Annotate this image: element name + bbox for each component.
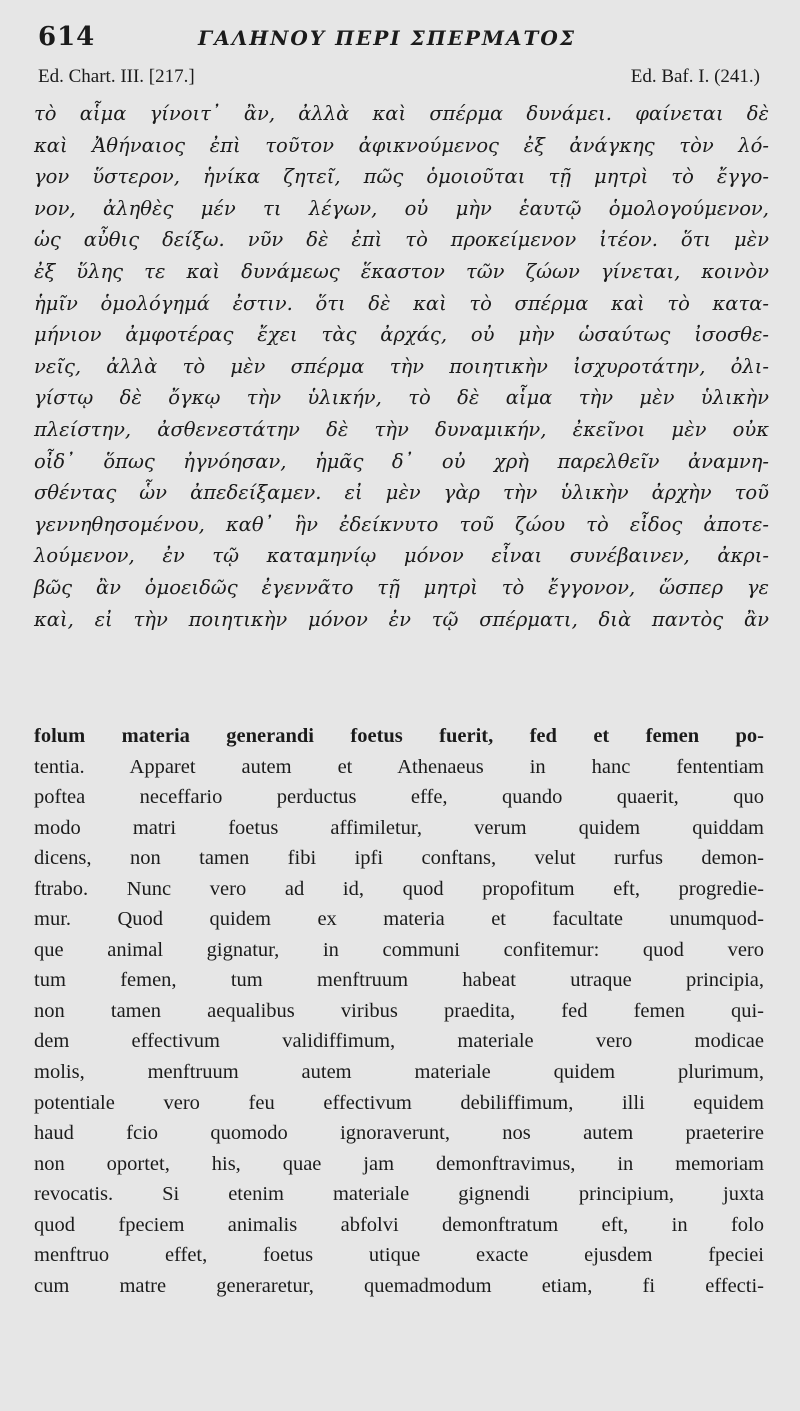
latin-line: cum matre generaretur, quemadmodum etiam, fi effecti- [34,1274,764,1297]
greek-line: ἐξ ὕλης τε καὶ δυνάμεως ἕκαστον τῶν ζώων γίνεται, κοινὸν [34,259,769,283]
latin-line: revocatis. Si etenim materiale gignendi principium, juxta [34,1183,764,1206]
latin-line: folum materia generandi foetus fuerit, fed et femen po- [34,725,764,747]
greek-line: νεῖς, ἀλλὰ τὸ μὲν σπέρμα τὴν ποιητικὴν ἰσχυροτάτην, ὀλι- [34,354,769,378]
greek-line: καὶ Ἀθήναιος ἐπὶ τοῦτον ἀφικνούμενος ἐξ ἀνάγκης τὸν λό- [34,133,769,157]
latin-line: poftea neceffario perductus effe, quando quaerit, quo [34,786,764,809]
greek-line: πλείστην, ἀσθενεστάτην δὲ τὴν δυναμικήν, ἐκεῖνοι μὲν οὐκ [34,417,769,441]
latin-line: modo matri foetus affimiletur, verum quidem quiddam [34,816,764,839]
greek-line: λούμενον, ἐν τῷ καταμηνίῳ μόνον εἶναι συνέβαινεν, ἀκρι- [34,544,769,568]
latin-line: non oportet, his, quae jam demonftravimus, in memoriam [34,1152,764,1175]
greek-text-block [34,98,769,635]
greek-line: γίστῳ δὲ ὄγκῳ τὴν ὑλικήν, τὸ δὲ αἷμα τὴν μὲν ὑλικὴν [34,386,769,410]
greek-line: γεννηθησομένου, καθ᾽ ἣν ἐδείκνυτο τοῦ ζώου τὸ εἶδος ἀποτε- [34,512,769,536]
latin-line: tum femen, tum menftruum habeat utraque principia, [34,969,764,992]
latin-line: ftrabo. Nunc vero ad id, quod propofitum eft, progredie- [34,877,764,900]
page-number: 614 [38,22,96,52]
latin-line: haud fcio quomodo ignoraverunt, nos autem praeterire [34,1122,764,1145]
latin-line: non tamen aequalibus viribus praedita, fed femen qui- [34,999,764,1022]
greek-line: βῶς ἂν ὁμοειδῶς ἐγεννᾶτο τῇ μητρὶ τὸ ἔγγονον, ὥσπερ γε [34,575,769,599]
edition-references [38,66,760,92]
latin-line: que animal gignatur, in communi confitemur: quod vero [34,938,764,961]
greek-line: μήνιον ἀμφοτέρας ἔχει τὰς ἀρχάς, οὐ μὴν ὡσαύτως ἰσοσθε- [34,323,769,347]
latin-line: quod fpeciem animalis abfolvi demonftratum eft, in folo [34,1213,764,1236]
greek-line: ὡς αὖθις δείξω. νῦν δὲ ἐπὶ τὸ προκείμενον ἰτέον. ὅτι μὲν [34,228,769,252]
latin-line: dicens, non tamen fibi ipfi conftans, velut rurfus demon- [34,847,764,870]
latin-text-block [34,721,764,1301]
running-title: ΓΑΛΗΝΟΥ ΠΕΡΙ ΣΠΕΡΜΑΤΟΣ [198,26,576,50]
latin-line: dem effectivum validiffimum, materiale vero modicae [34,1030,764,1053]
greek-line: οἶδ᾽ ὅπως ἠγνόησαν, ἡμᾶς δ᾽ οὐ χρὴ παρελθεῖν ἀναμνη- [34,449,769,473]
greek-line: σθέντας ὧν ἀπεδείξαμεν. εἰ μὲν γὰρ τὴν ὑλικὴν ἀρχὴν τοῦ [34,481,769,505]
page-header [38,22,760,56]
greek-line: τὸ αἷμα γίνοιτ᾽ ἂν, ἀλλὰ καὶ σπέρμα δυνάμει. φαίνεται δὲ [34,102,769,125]
greek-line: γον ὕστερον, ἡνίκα ζητεῖ, πῶς ὁμοιοῦται τῇ μητρὶ τὸ ἔγγο- [34,165,769,189]
greek-line: καὶ, εἰ τὴν ποιητικὴν μόνον ἐν τῷ σπέρματι, διὰ παντὸς ἂν [34,607,769,631]
latin-line: menftruo effet, foetus utique exacte ejusdem fpeciei [34,1244,764,1267]
edition-reference-chartier: Ed. Chart. III. [217.] [38,66,195,87]
latin-line: mur. Quod quidem ex materia et facultate unumquod- [34,908,764,931]
latin-line: molis, menftruum autem materiale quidem plurimum, [34,1061,764,1084]
latin-line: potentiale vero feu effectivum debiliffimum, illi equidem [34,1091,764,1114]
greek-line: ἡμῖν ὁμολόγημά ἐστιν. ὅτι δὲ καὶ τὸ σπέρμα καὶ τὸ κατα- [34,291,769,315]
edition-reference-basel: Ed. Baf. I. (241.) [630,66,760,87]
greek-line: νον, ἀληθὲς μέν τι λέγων, οὐ μὴν ἑαυτῷ ὁμολογούμενον, [34,196,769,220]
latin-line: tentia. Apparet autem et Athenaeus in hanc fententiam [34,755,764,778]
